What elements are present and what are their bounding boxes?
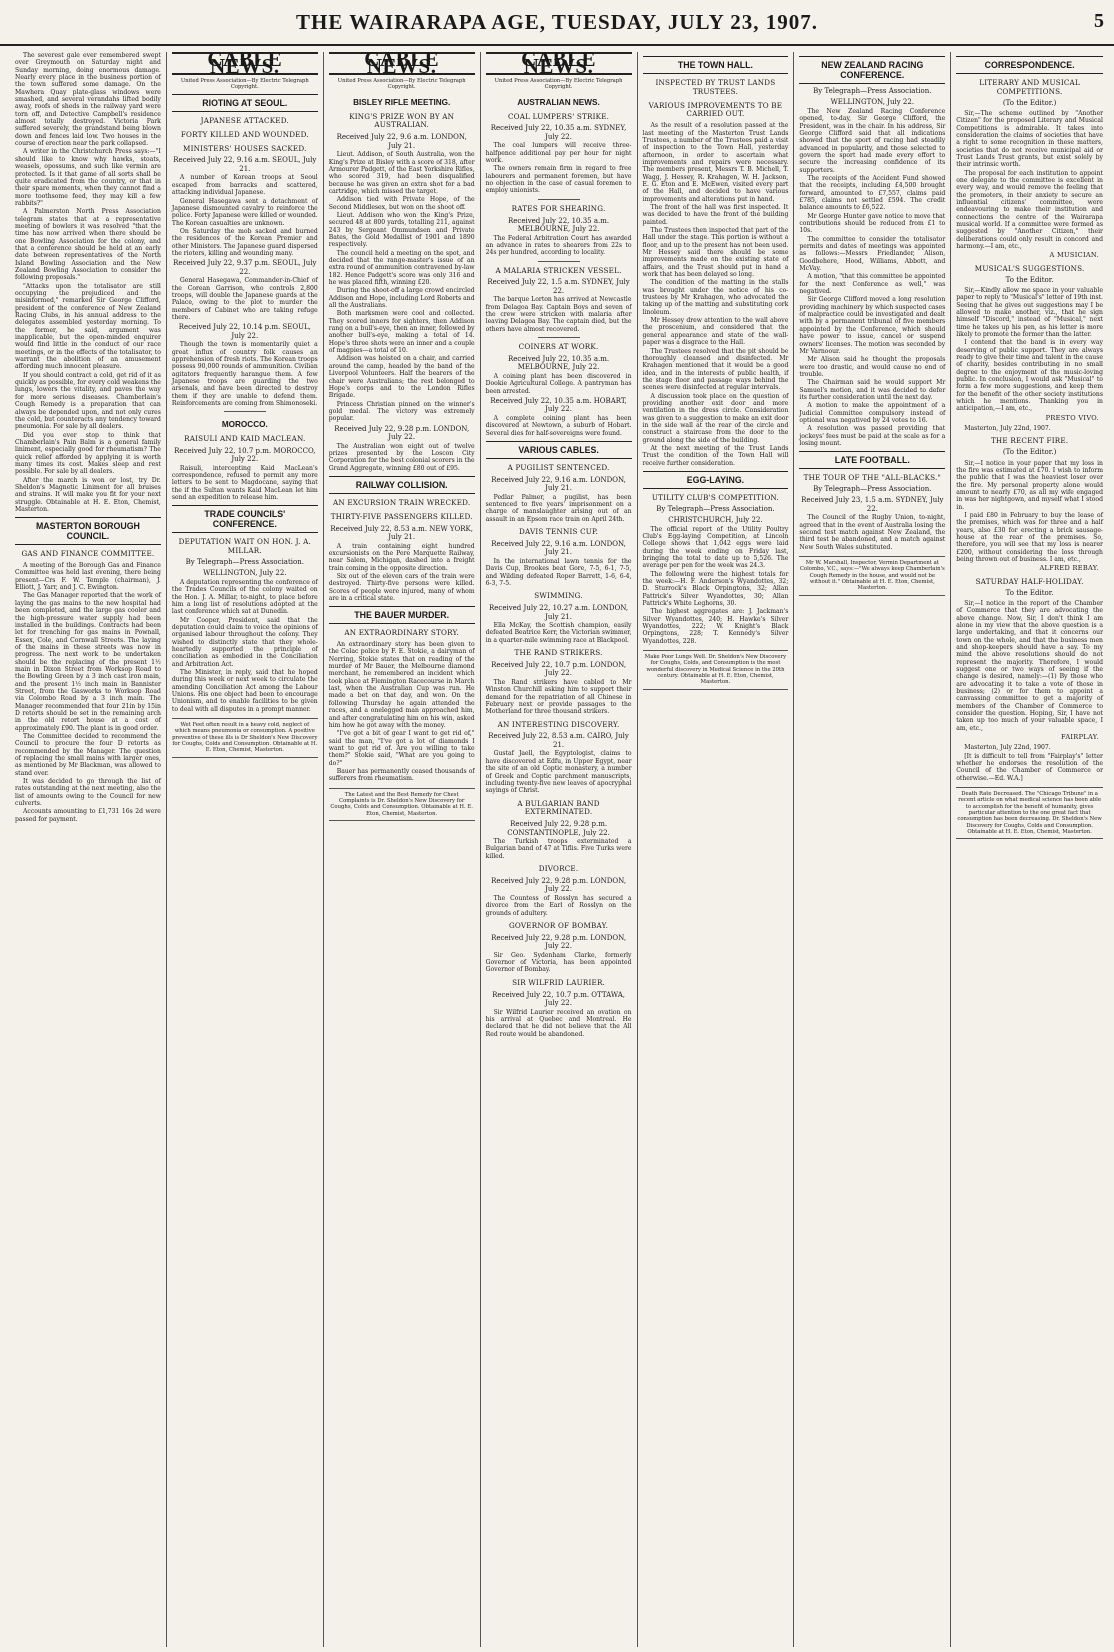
paragraph: The Turkish troops exterminated a Bulgarian band of 47 at Tiflis. Five Turks were killed. xyxy=(485,838,632,860)
paragraph: A motion to make the appointment of a Judicial Committee compulsory instead of optional was negatived by 24 votes to 16. xyxy=(799,402,946,424)
dateline: Received July 22, 10.35 a.m. HOBART, July 22. xyxy=(490,396,627,414)
subheading: KING'S PRIZE WON BY AN AUSTRALIAN. xyxy=(349,111,455,130)
paragraph: Though the town is momentarily quiet a great influx of country folk causes an apprehension of fresh riots. The Korean troops possess 90,000 rounds of ammunition. Civilian agitators frequently harangue them. A few Japanese troops are guarding the two arsenals, and have been directed to destroy them if they are unable to defend them. Reinforcements are coming from Shimonoseki. xyxy=(171,341,318,408)
dateline: Received July 22, 9.16 a.m. LONDON, July 21. xyxy=(491,475,626,493)
section-heading: MOROCCO. xyxy=(221,420,268,430)
subheading: AN EXCURSION TRAIN WRECKED. xyxy=(333,497,471,507)
section-heading: THE BAUER MURDER. xyxy=(329,606,475,624)
divider xyxy=(538,261,580,262)
subheading: THE TOUR OF THE "ALL-BLACKS." xyxy=(803,473,942,483)
paragraph: A number of Korean troops at Seoul escaped from barracks and scattered, attacking individual Japanese. xyxy=(171,174,318,197)
paragraph: Mr George Hunter gave notice to move that contributions should be reduced from £1 to 10s. xyxy=(799,212,946,235)
dateline: Received July 22, 10.7 p.m. OTTAWA, July 22. xyxy=(492,990,626,1008)
section-heading: BISLEY RIFLE MEETING. xyxy=(353,98,451,108)
paragraph: I contend that the band is in every way deserving of public support. They are always ready to give their time and talent in the cause of charity, besides contributing in no small degree to the enjoyment of the music-loving public. In conclusion, I would ask "Musical" to form a few more suggestions, and keep them for the benefit of the other society institutions which he mentions. Thanking you in anticipation,—I am, etc., xyxy=(956,339,1103,413)
letter-salutation: To the Editor. xyxy=(1005,275,1054,284)
column-6 xyxy=(794,52,951,1647)
masthead xyxy=(0,0,1114,46)
paragraph: The Council of the Rugby Union, to-night, agreed that in the event of Australia losing the second test match against New Zealand, the third test be abandoned, and a match against New South Wales substituted. xyxy=(799,514,946,551)
paragraph: Ella McKay, the Scottish champion, easily defeated Beatrice Kerr, the Victorian swimmer, in a quarter-mile swimming race at Blackpool. xyxy=(485,622,632,644)
dateline: Received July 22, 9.16 a.m. LONDON, July 21. xyxy=(491,539,626,557)
subheading: COINERS AT WORK. xyxy=(518,342,599,352)
letter-date: Masterton, July 22nd, 1907. xyxy=(964,425,1051,433)
advertisement: The Latest and the Best Remedy for Chest Complaints is Dr. Sheldon's New Discovery for Coughs, Colds and Consumption. Obtainable at H. E. Eton, Chemist, Masterton. xyxy=(329,788,475,821)
paragraph: Sir,—I notice in your paper that my loss in the fire was estimated at £70. I wish to inform the public that I was the heaviest loser over the fire. My personal property alone would amount to nearly £70, as all my wife engaged in was her nightgown, and myself what I stood in. xyxy=(956,459,1103,511)
paragraph: The severest gale ever remembered swept over Greymouth on Saturday night and Sunday morning, doing enormous damage. Nearly every place in the business portion of the town suffered some damage. On the Mawhera Quay plate-glass windows were smashed, and several verandahs lifted bodily away, roofs of sheds in the railway yard were torn off, and Detective Campbell's residence almost totally destroyed. Victoria Park suffered severely, the grandstand being blown down and fences laid low. Two houses in the course of erection near the park collapsed. xyxy=(15,52,161,148)
subheading: MINISTERS' HOUSES SACKED. xyxy=(183,143,307,153)
paragraph: Lieut. Addison, of South Australia, won the King's Prize at Bisley with a score of 318, after Armourer Padgett, of the East Yorkshire Rifles, who scored 319, had been disqualified because he was given an extra shot for a bad cartridge, which missed the target. xyxy=(328,151,475,195)
dateline: Received July 22, 10.7 p.m. MOROCCO, July 22. xyxy=(174,446,316,464)
paragraph: Sir,—Kindly allow me space in your valuable paper to reply to "Musical's" letter of 19th inst. Seeing that he gives out suggestions may I be allowed to make another, viz., that he sign himself "Discord," instead of "Musical," next time he takes up his pen, as his letter is more likely to promote the former than the latter. xyxy=(956,286,1103,339)
paragraph: If you should contract a cold, get rid of it as quickly as possible, for every cold weakens the lungs, lowers the vitality, and paves the way for more serious diseases. Chamberlain's Cough Remedy is a preparation that can always be depended upon, and not only cures the cold, but counteracts any tendency toward pneumonia. For sale by all dealers. xyxy=(15,371,161,431)
letter-salutation: To the Editor. xyxy=(1005,588,1054,597)
subheading: FORTY KILLED AND WOUNDED. xyxy=(180,129,309,139)
paragraph: In the international lawn tennis for the Davis Cup, Brookes beat Gore, 7-5, 6-1, 7-5, and Wilding defeated Roper Barrett, 1-6, 6-4, 6-3, 7-5. xyxy=(485,557,632,587)
subheading: A MALARIA STRICKEN VESSEL. xyxy=(495,265,622,275)
paragraph: The Rand strikers have cabled to Mr Winston Churchill asking him to support their demand for the repatriation of all Chinese in February next or provide passages to the Motherland for three thousand strikers. xyxy=(485,678,632,716)
paragraph: The committee to consider the totalisator permits and dates of meetings was appointed as follows:—Messrs Friedlander, Alison, Goodbehere, Hood, Williams, Abbott, and McVay. xyxy=(799,235,946,273)
subheading: THIRTY-FIVE PASSENGERS KILLED. xyxy=(330,511,473,521)
advertisement: Make Poor Lungs Well. Dr. Sheldon's New Discovery for Coughs, Colds, and Consumption is the most wonderful discovery in Medical Science in the 20th century. Obtainable at H. E. Eton, Chemist, Masterton. xyxy=(643,650,789,689)
cable-news-banner: CABLE NEWS. xyxy=(172,52,318,75)
paragraph: The Trustees then inspected that part of the Hall under the stage. This portion is without a floor, and up to the present has not been used. Mr Hessey said there should be some improvements made on the existing state of affairs, and the Trust should put in hand a work that has been delayed so long. xyxy=(642,227,789,279)
subheading: THE RECENT FIRE. xyxy=(990,436,1069,446)
paragraph: Sir Wilfrid Laurier received an ovation on his arrival at Quebec and Montreal. He declared that he did not believe that the All Red route would be abandoned. xyxy=(485,1008,632,1038)
paragraph: Mr Alison said he thought the proposals were too drastic, and would cause no end of trouble. xyxy=(799,356,946,378)
paragraph: I paid £80 in February to buy the lease of the premises, which was for three and a half years, also £30 for erecting a brick sausage-house at the rear of the premises. So, therefore, you will see that my loss is nearer £200, without considering the loss through being thrown out of business. I am, etc., xyxy=(956,512,1103,564)
subheading: AN EXTRAORDINARY STORY. xyxy=(344,628,459,638)
letter-date: Masterton, July 22nd, 1907. xyxy=(964,744,1051,752)
subheading: LITERARY AND MUSICAL COMPETITIONS. xyxy=(979,78,1080,96)
divider xyxy=(538,199,580,200)
paragraph: Mr Cooper, President, said that the deputation could claim to voice the opinions of organised labour throughout the colony. They wished to distinctly state that they whole-heartedly supported the principle of conciliation as embodied in the Conciliation and Arbitration Act. xyxy=(171,616,318,668)
advertisement: Mr W. Marshall, Inspector, Vermin Department at Colombo, V.C., says:—"We always keep Chamberlain's Cough Remedy in the house, and would not be without it." Obtainable at H. E. Eton, Chemist, Masterton. xyxy=(799,556,945,595)
subheading: SATURDAY HALF-HOLIDAY. xyxy=(975,576,1084,586)
credit-line: By Telegraph—Press Association. xyxy=(813,87,932,95)
dateline: Received July 22, 9.28 p.m. LONDON, July 22. xyxy=(334,424,470,442)
paragraph: A resolution was passed providing that jockeys' fees must be paid at the scale as for a losing mount. xyxy=(799,425,946,447)
letter-signature: ALFRED REBAY. xyxy=(1039,564,1099,573)
section-heading: TRADE COUNCILS' CONFERENCE. xyxy=(172,505,318,533)
paragraph: Sir Geo. Sydenham Clarke, formerly Governor of Victoria, has been appointed Governor of Bombay. xyxy=(485,951,632,974)
dateline: WELLINGTON, July 22. xyxy=(203,569,287,578)
paragraph: Bauer has permanently ceased thousands of sufferers from rheumatism. xyxy=(328,767,475,783)
section-heading: LATE FOOTBALL. xyxy=(799,451,945,469)
paragraph: A writer in the Christchurch Press says:—"I should like to know why hawks, stoats, weasels, opossums, and such like vermin are protected. Is it that game of all sorts shall be quite eradicated from the country, or that in their spare moments, when they cannot find a more toothsome feed, they may kill a few rabbits?" xyxy=(15,148,161,207)
paragraph: A complete coining plant has been discovered at Newtown, a suburb of Hobart. Several dies for half-sovereigns were found. xyxy=(485,414,632,437)
dateline: Received July 22, 9.28 p.m. CONSTANTINOPLE, July 22. xyxy=(507,820,610,837)
paragraph: The Minister, in reply, said that he hoped during this week or next week to circulate the amending Conciliation Act among the Labour Unions. His one object had been to encourage Unionism, and to enable facilities to be given to deal with all disputes in a prompt manner. xyxy=(171,669,318,713)
paragraph: During the shoot-off a large crowd encircled Addison and Hope, including Lord Roberts and all the Australians. xyxy=(328,287,475,310)
paragraph: Mr Hessey drew attention to the wall above the proscenium, and considered that the general appearance and state of the wall-paper was a disgrace to the Hall. xyxy=(642,317,789,347)
dateline: WELLINGTON, July 22. xyxy=(830,98,915,107)
letter-signature: FAIRPLAY. xyxy=(1061,733,1099,742)
dateline: Received July 22, 10.35 a.m. MELBOURNE, July 22. xyxy=(507,216,610,234)
section-heading: RAILWAY COLLISION. xyxy=(329,476,475,494)
paragraph: The Gas Manager reported that the work of laying the gas mains to the new hospital had been completed, and the large gas cooler and the high-pressure water supply had been installed in the buildings. Contracts had been let for trenching for gas mains in Pownall, Essex, Cole, and Cornwall Streets. The laying of the mains in these streets was now in progress. The next work to be undertaken should be the replacing of the present 1½ main in Dixon Street from Worksop Road to the Bowling Green by a 3 inch cast iron main, and the present 1½ inch main in Bannister Street, from the Gasworks to Worksop Road via Colombo Road by a 3 inch main. The Manager recommended that four 21in by 15in D retorts should be set in the remaining arch in the old retort house at a cost of approximately £90. The plant is in good order. xyxy=(15,592,161,732)
paragraph: The following were the highest totals for the week:—H. F. Anderson's Wyandottes, 32; D. Sturrock's Black Orpingtons, 32; Allan Pattrick's Silver Wyandottes, 30; Allan Pattrick's White Leghorns, 30. xyxy=(642,570,789,608)
dateline: Received July 22, 1.5 a.m. SYDNEY, July 22. xyxy=(487,278,630,295)
column-4 xyxy=(481,52,638,1647)
dateline: Received July 22, 9.28 p.m. LONDON, July 22. xyxy=(491,876,627,894)
column-1 xyxy=(10,52,167,1647)
credit-line: By Telegraph—Press Association. xyxy=(656,504,775,513)
column-2 xyxy=(167,52,324,1647)
subheading: AN INTERESTING DISCOVERY. xyxy=(497,719,620,729)
subheading: COAL LUMPERS' STRIKE. xyxy=(507,111,610,121)
paragraph: Sir,—I notice in the report of the Chamber of Commerce that they are advocating the above change. Now, Sir, I don't think I am alone in my view that the above question is a large undertaking, and that it concerns our town on the whole, and that the business men and shop-keepers should have a say. To my mind the above resolutions should do not represent the majority. Therefore, I would suggest one or two ways of seeing if the change is desired, namely:—(1) By those who are advocating it to take a vote of those in business; (2) or for them to appoint a canvassing committee to get a majority of members of the Chamber of Commerce to consider the question. Hoping, Sir, I have not taken up too much of your valuable space, I am, etc., xyxy=(956,599,1103,732)
subheading: VARIOUS IMPROVEMENTS TO BE CARRIED OUT. xyxy=(648,100,783,119)
paragraph: Sir George Clifford moved a long resolution providing machinery by which suspected cases of malpractice could be investigated and dealt with by a permanent tribunal of five members appointed by the Conference, which should have power to issue, cancel or suspend owners' licenses. The motion was seconded by Mr Varnoour. xyxy=(799,296,946,355)
paragraph: The Trustees resolved that the pit should be thoroughly cleansed and disinfected. Mr Krahagen mentioned that it would be a good idea, and in the interests of public health, if the stage floor and passage ways behind the scenes were disinfected at regular intervals. xyxy=(642,347,789,392)
column-3 xyxy=(324,52,481,1647)
paragraph: The front of the hall was first inspected. It was decided to have the front of the building painted. xyxy=(642,203,789,226)
paragraph: After the march is won or lost, try Dr. Sheldon's Magnetic Liniment for all bruises and strains. It will make you fit for your next struggle. Obtainable at H. E. Eton, Chemist, Masterton. xyxy=(15,476,161,513)
paragraph: The Countess of Rosslyn has secured a divorce from the Earl of Rosslyn on the grounds of adultery. xyxy=(485,894,632,917)
paragraph: Raisuli, intercepting Kaid MacLean's correspondence, refused to permit any more letters to be sent to Magdocane, saying that the if the Sultan wants Kaid MacLean let him send an expedition to release him. xyxy=(171,464,318,502)
paragraph: The proposal for each institution to appoint one delegate to the committee is excellent in every way, and would remove the feeling that the promoters, in their anxiety to secure an influential citizens' committee, were endeavouring to make their institution and connections the centre of the Wairarapa musical world. If a committee were formed as suggested by "Another Citizen," their deliberations could only result in concord and harmony.—I am, etc., xyxy=(956,169,1103,251)
paragraph: On Saturday the mob sacked and burned the residences of the Korean Premier and other Ministers. The Japanese guard dispersed the rioters, killing and wounding many. xyxy=(171,227,318,257)
column-7 xyxy=(951,52,1108,1647)
advertisement: Wet Feet often result in a heavy cold, neglect of which means pneumonia or consumption. A positive preventive of these ills is Dr Sheldon's New Discovery for Coughs, Colds and Consumption. Obtainable at H. E. Eton, Chemist, Masterton. xyxy=(172,718,318,757)
subheading: SWIMMING. xyxy=(534,591,583,601)
paragraph: Addison was hoisted on a chair, and carried around the camp, headed by the band of the Liverpool Volunteers. Half the bearers of the chair were Australians; the rest belonged to Hope's corps and to the London Rifles Brigade. xyxy=(328,355,475,400)
letter-salutation: (To the Editor.) xyxy=(1002,448,1057,457)
subheading: RATES FOR SHEARING. xyxy=(511,203,606,213)
subheading: MUSICAL'S SUGGESTIONS. xyxy=(974,263,1085,273)
credit-line: By Telegraph—Press Association. xyxy=(185,558,304,567)
dateline: Received July 22, 10.14 p.m. SEOUL, July 22. xyxy=(178,323,311,340)
subheading: DIVORCE. xyxy=(538,864,579,874)
paragraph: The highest aggregates are: J. Jackman's Silver Wyandottes, 240; H. Hawke's Silver Wyandottes, 222; W. Knight's Black Orpingtons, 228; T. Kennedy's Silver Wyandottes, 228. xyxy=(642,608,789,645)
advertisement: Death Rate Decreased. The "Chicago Tribune" in a recent article on what medical science has been able to accomplish for the benefit of humanity, gives particular attention to the one great fact that consumption has been decreasing. Dr. Sheldon's New Discovery for Coughs, Colds and Consumption. Obtainable at H. E. Eton, Chemist, Masterton. xyxy=(956,787,1103,839)
paragraph: The council held a meeting on the spot, and decided that the range-master's issue of an extra round of ammunition contravened by-law 182. Hence Padgett's score was only 316 and he was placed fifth, winning £20. xyxy=(328,249,475,287)
columns xyxy=(10,52,1108,1647)
subheading: GAS AND FINANCE COMMITTEE. xyxy=(21,549,155,559)
paragraph: A motion, "that this committee be appointed for the next Conference as well," was negatived. xyxy=(799,273,946,296)
dateline: Received July 22, 10.35 a.m. MELBOURNE, July 22. xyxy=(507,354,610,372)
credit-line: United Press Association—By Electric Telegraph Copyright. xyxy=(337,77,466,90)
paragraph: Accounts amounting to £1,731 16s 2d were passed for payment. xyxy=(15,808,161,823)
paragraph: Both marksmen were cool and collected. They scored inners for sighters, then Addison rang on a bull's-eye, then an inner, followed by another bull's-eye, making a total of 14. Hope's three shots were an inner and a couple of magpies—a total of 10. xyxy=(328,310,475,355)
section-heading: THE TOWN HALL. xyxy=(643,56,789,74)
paragraph: A coining plant has been discovered in Dookie Agricultural College. A pantryman has been arrested. xyxy=(485,372,632,395)
paragraph: Gustaf Jaell, the Egyptologist, claims to have discovered at Edfu, in Upper Egypt, near the site of an old Coptic monastery, a number of Greek and Coptic parchment manuscripts, including twenty-five new leaves of apocryphal sayings of Christ. xyxy=(485,750,632,795)
subheading: A PUGILIST SENTENCED. xyxy=(507,463,610,472)
paragraph: Lieut. Addison who won the King's Prize, secured 48 at 800 yards, totalling 211, against 243 by Sergeant Ommundsen and Private Bates, the Gold Medallist of 1901 and 1890 respectively. xyxy=(328,211,475,249)
cable-news-banner: CABLE NEWS. xyxy=(329,52,475,75)
paragraph: Did you ever stop to think that Chamberlain's Pain Balm is a general family liniment, especially good for rheumatism? The quick relief afforded by applying it is worth many times its cost. Makes sleep and rest possible. For sale by all dealers. xyxy=(15,431,161,476)
letter-signature: A MUSICIAN. xyxy=(1049,251,1099,260)
paragraph: The condition of the matting in the stalls was brought under the notice of his co-trustees by Mr Krahagen, who advocated the taking up of the matting and substituting cork linoleum. xyxy=(642,279,789,316)
paragraph: As the result of a resolution passed at the last meeting of the Masterton Trust Lands Trustees, a number of the Trustees paid a visit of inspection to the Town Hall, yesterday afternoon, in order to ascertain what improvements and repairs were necessary. The members present, Messrs T. B. Michell, T. Wagg, J. Hessey, R. Krahagen, W. H. Jackson, E. G. Eton and E. McEwen, visited every part of the Hall, and decided to have various improvements and alterations put in hand. xyxy=(642,122,789,203)
paragraph: The official report of the Utility Poultry Club's Egg-laying Competition, at Lincoln College shows that 1,042 eggs were laid during the week ending on Friday last, bringing the total to date up to 5,526. The average per pen for the week was 24.3. xyxy=(642,525,789,570)
paragraph: General Hasegawa sent a detachment of Japanese dismounted cavalry to reinforce the police. Forty Japanese were killed or wounded. The Korean casualties are unknown. xyxy=(171,197,318,227)
subheading: A BULGARIAN BAND EXTERMINATED. xyxy=(517,798,600,817)
credit-line: United Press Association—By Electric Telegraph Copyright. xyxy=(494,77,623,90)
cable-news-banner: CABLE NEWS. xyxy=(486,52,632,75)
subheading: GOVERNOR OF BOMBAY. xyxy=(508,921,609,930)
paragraph: The Australian won eight out of twelve prizes presented by the Loscon City Corporation for the best colonial scorers in the Grand Aggregate, winning £80 out of £95. xyxy=(328,442,475,472)
paragraph: It was decided to go through the list of rates outstanding at the next meeting, also the list of amounts owing to the Council for new culverts. xyxy=(15,778,161,808)
subheading: RAISULI AND KAID MACLEAN. xyxy=(184,433,306,443)
paragraph: The owners remain firm in regard to free labourers and permanent foremen, but have no objection in the case of casual foremen to employ unionists. xyxy=(485,165,632,195)
dateline: Received July 22, 8.53 a.m. CAIRO, July 21. xyxy=(488,732,629,749)
dateline: Received July 22, 10.7 p.m. LONDON, July 22. xyxy=(491,660,627,678)
section-heading: MASTERTON BOROUGH COUNCIL. xyxy=(15,517,161,545)
paragraph: At the next meeting of the Trust Lands Trust the condition of the Town Hall will receive further consideration. xyxy=(642,444,789,467)
paragraph: The Committee decided to recommend the Council to procure the four D retorts as recommended by the Manager. The question of replacing the small mains with larger ones, as mentioned by Mr Blackman, was allowed to stand over. xyxy=(15,733,161,777)
paragraph: The Chairman said he would support Mr Samuel's motion, and it was decided to defer its further consideration until the next day. xyxy=(799,379,946,401)
editor-note: [It is difficult to tell from "Fairplay's" letter whether he endorses the resolution of the Council of the Chamber of Commerce or otherwise.—Ed. W.A.] xyxy=(956,752,1103,782)
subheading: UTILITY CLUB'S COMPETITION. xyxy=(651,493,779,502)
dateline: Received July 22, 9.16 a.m. SEOUL, July 21. xyxy=(173,156,317,173)
subheading: DAVIS TENNIS CUP. xyxy=(519,527,599,537)
paragraph: A discussion took place on the question of providing another exit door and more ventilation in the dress circle. Consideration was given to a suggestion to make an exit door in the side wall at the rear of the circle and construct a staircase from the door to the ground along the side of the building. xyxy=(642,392,789,444)
paragraph: An extraordinary story has been given to the Colac police by F. E. Stokie, a dairyman of Nerring, Stokie states that on reading of the murder of Mr Bauer, the Melbourne diamond merchant, he remembered an incident which took place at Flemington Racecourse in March last, when the Australian Cup was run. He made a bet on that day, and won. On the following Thursday he again attended the races, and a onelegged man approached him, and after congratulating him on his win, asked him how he got away with the money. xyxy=(328,641,475,729)
paragraph: The barque Lorton has arrived at Newcastle from Delagoa Bay. Captain Boys and seven of the crew were stricken with malaria after leaving Delagoa Bay. The captain died, but the others have almost recovered. xyxy=(485,296,632,333)
divider xyxy=(224,411,266,412)
paragraph: The Federal Arbitration Court has awarded an advance in rates to shearers from 22s to 24s per hundred, according to locality. xyxy=(485,234,632,257)
paragraph: The New Zealand Racing Conference opened, to-day, Sir George Clifford, the President, was in the chair. In his address, Sir George Clifford said that all indications showed that the sport of racing had steadily advanced in popularity, and those selected to govern the sport had made every effort to secure the increasing confidence of its supporters. xyxy=(799,107,946,174)
column-5 xyxy=(638,52,795,1647)
dateline: Received July 22, 10.27 a.m. LONDON, July 21. xyxy=(489,604,629,621)
paragraph: General Hasegawa, Commander-in-Chief of the Corean Garrison, who controls 2,800 troops, will double the Japanese guards at the Palace, owing to the plot to murder the members of Cabinet who are taking refuge there. xyxy=(171,277,318,321)
paragraph: Princess Christian pinned on the winner's gold medal. The victory was extremely popular. xyxy=(328,400,475,423)
dateline: CHRISTCHURCH, July 22. xyxy=(668,516,763,525)
credit-line: By Telegraph—Press Association. xyxy=(813,485,932,494)
page-number: 5 xyxy=(1094,10,1104,32)
dateline: Received July 22, 8.53 a.m. NEW YORK, July 21. xyxy=(330,524,474,542)
section-heading: RIOTING AT SEOUL. xyxy=(172,94,318,112)
credit-line: United Press Association—By Electric Telegraph Copyright. xyxy=(180,77,309,90)
paragraph: Six out of the eleven cars of the train were destroyed. Thirty-five persons were killed. Scores of people were injured, many of whom are in a critical state. xyxy=(328,572,475,602)
paragraph: A deputation representing the conference of the Trades Councils of the colony waited on the Hon. J. A. Millar, to-night, to place before him a long list of resolutions adopted at the last conference which sat at Dunedin. xyxy=(171,578,318,616)
letter-salutation: (To the Editor.) xyxy=(1002,98,1057,107)
subheading: JAPANESE ATTACKED. xyxy=(200,116,289,126)
dateline: Received July 22, 9.6 a.m. LONDON, July 21. xyxy=(336,133,467,150)
paragraph: Sir,—The scheme outlined by "Another Citizen" for the proposed Literary and Musical Competitions is admirable. It takes into consideration the claims of societies that have a right to some recognition in these matters, societies that do not receive municipal aid or Trust Lands Trust grants, but exist solely by their intrinsic worth. xyxy=(956,109,1103,169)
masthead-title: THE WAIRARAPA AGE, TUESDAY, JULY 23, 1907. xyxy=(295,9,819,34)
paragraph: A Palmerston North Press Association telegram states that at a representative meeting of bowlers it was resolved "that the time has now arrived when there should be one Bowling Association for the colony, and that a conference should be held at an early date between representatives of the North Island Bowling Association and the New Zealand Bowling Association to consider the following proposals." xyxy=(15,208,161,282)
paragraph: "Attacks upon the totalisator are still occupying the prejudiced and the misinformed," remarked Sir George Clifford, president of the conference of New Zealand Racing Clubs, in his annual address to the delegates assembled yesterday morning. To the former, he said, argument was inapplicable, but the open-minded enquirer would find little in the conduct of our race meetings, or in the effects of the totalisator, to warrant the abolition of an amusement affording much innocent pleasure. xyxy=(15,282,161,371)
section-heading: EGG-LAYING. xyxy=(643,471,789,489)
dateline: Received July 23, 1.5 a.m. SYDNEY, July 22. xyxy=(801,496,944,513)
paragraph: Addison tied with Private Hope, of the Second Middlesex, but won on the shoot off. xyxy=(328,196,475,211)
paragraph: A meeting of the Borough Gas and Finance Committee was held last evening, there being present—Crs F. W. Temple (chairman), J. Elliott, J. Yarr, and J. C. Ewington. xyxy=(15,562,161,592)
section-heading: AUSTRALIAN NEWS. xyxy=(517,98,600,108)
paragraph: A train containing eight hundred excursionists on the Pere Marquette Railway, near Salem, Michigan, dashed into a freight train coming in the opposite direction. xyxy=(328,542,475,572)
paragraph: Pedlar Palmer, a pugilist, has been sentenced to five years' imprisonment on a charge of manslaughter arising out of an assault in an Epsom race train on April 24th. xyxy=(485,493,632,523)
subheading: DEPUTATION WAIT ON HON. J. A. MILLAR. xyxy=(178,537,312,556)
dateline: Received July 22, 10.35 a.m. SYDNEY, July 22. xyxy=(490,124,627,141)
paragraph: "I've got a bit of gear I want to get rid of," said the man, "I've got a lot of diamonds I want to get rid of. Are you willing to take them?" Stokie said, "What are you going to do?" xyxy=(328,730,475,767)
section-heading: NEW ZEALAND RACING CONFERENCE. xyxy=(799,56,945,84)
section-heading: VARIOUS CABLES. xyxy=(486,441,632,459)
letter-signature: PRESTO VIVO. xyxy=(1045,413,1099,422)
paragraph: The receipts of the Accident Fund showed that the receipts, including £4,500 brought forward, amounted to £7,557, claims paid £785, claims not settled £594. The credit balance amounts to £6,522. xyxy=(799,174,946,212)
subheading: THE RAND STRIKERS. xyxy=(514,648,603,658)
section-heading: CORRESPONDENCE. xyxy=(956,56,1103,74)
paragraph: The coal lumpers will receive three-halfpence additional pay per hour for night work. xyxy=(485,142,632,165)
divider xyxy=(538,337,580,338)
dateline: Received July 22, 9.37 p.m. SEOUL, July 22. xyxy=(173,259,317,276)
dateline: Received July 22, 9.28 p.m. LONDON, July 22. xyxy=(491,933,627,951)
subheading: SIR WILFRID LAURIER. xyxy=(512,977,606,987)
subheading: INSPECTED BY TRUST LANDS TRUSTEES. xyxy=(655,78,776,96)
